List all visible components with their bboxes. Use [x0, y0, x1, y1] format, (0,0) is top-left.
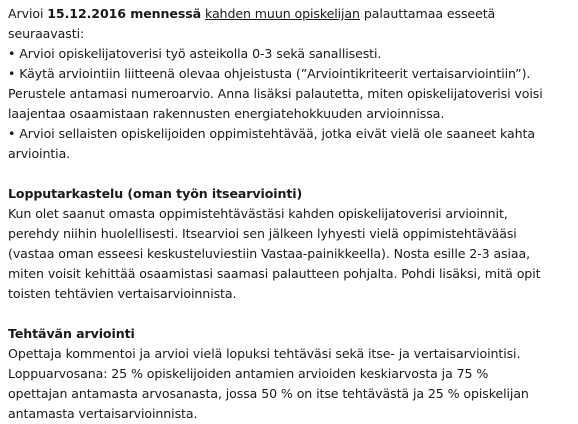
intro-line-1 — [8, 4, 570, 24]
intro-line-2: seuraavasti: — [8, 26, 85, 41]
section3-line-4: antamasta vertaisarvioinnista. — [8, 406, 198, 421]
intro-bullet-2: • Käytä arviointiin liitteenä olevaa ohjeistusta (”Arviointikriteerit vertaisarviointiin”). — [8, 66, 531, 81]
section2-line-2: perehdy niihin huolellisesti. Itsearvioi sen jälkeen lyhyesti vielä oppimistehtävääsi — [8, 226, 517, 241]
section2-line-4: miten voisit kehittää osaamistasi saamasi palautteen pohjalta. Pohdi lisäksi, mitä opit — [8, 266, 541, 281]
intro-bullet-2-cont-2: laajentaa osaamistaan rakennusten energiatehokkuuden arvioinnissa. — [8, 106, 445, 121]
intro-bullet-3: • Arvioi sellaisten opiskelijoiden oppimistehtävää, jotka eivät vielä ole saaneet kahta — [8, 126, 535, 141]
section2-line-3: (vastaa oman esseesi keskusteluviestiin Vastaa-painikkeella). Nosta esille 2-3 asiaa, — [8, 246, 531, 261]
section2-line-5: toisten tehtävien vertaisarvioinnista. — [8, 286, 237, 301]
section-heading-self-assessment: Lopputarkastelu (oman työn itsearviointi) — [8, 186, 303, 201]
paragraph-gap — [8, 164, 570, 184]
deadline-date: 15.12.2016 mennessä — [47, 6, 202, 21]
section2-line-1: Kun olet saanut omasta oppimistehtävästäsi kahden opiskelijatoverisi arvioinnit, — [8, 206, 508, 221]
paragraph-gap — [8, 304, 570, 324]
section3-line-3: opettajan antamasta arvosanasta, jossa 50 % on itse tehtävästä ja 25 % opiskelijan — [8, 386, 529, 401]
two-other-students-link[interactable]: kahden muun opiskelijan — [204, 6, 360, 21]
section-heading-grading: Tehtävän arviointi — [8, 326, 135, 341]
intro-bullet-1: • Arvioi opiskelijatoverisi työ asteikolla 0-3 sekä sanallisesti. — [8, 46, 382, 61]
intro-prefix: Arvioi — [8, 6, 48, 21]
section3-line-1: Opettaja kommentoi ja arvioi vielä lopuksi tehtäväsi sekä itse- ja vertaisarviointisi. — [8, 346, 521, 361]
section3-line-2: Loppuarvosana: 25 % opiskelijoiden antamien arvioiden keskiarvosta ja 75 % — [8, 366, 489, 381]
intro-bullet-3-cont: arviointia. — [8, 146, 71, 161]
intro-bullet-2-cont-1: Perustele antamasi numeroarvio. Anna lisäksi palautetta, miten opiskelijatoverisi voisi — [8, 86, 543, 101]
intro-suffix: palauttamaa esseetä — [359, 6, 496, 21]
